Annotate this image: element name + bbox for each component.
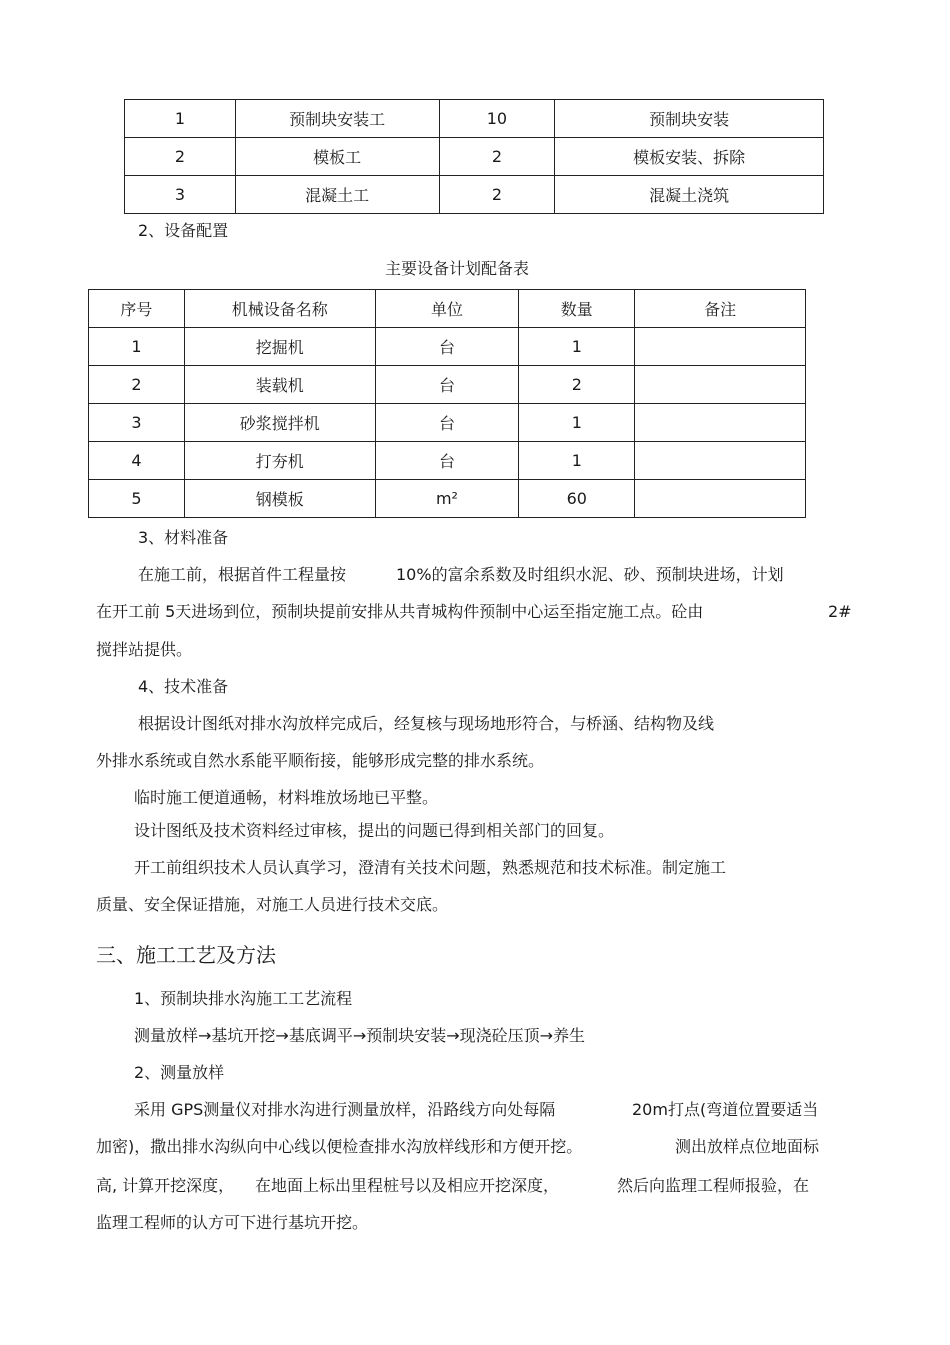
table-cell (635, 480, 806, 518)
table-cell: 台 (375, 404, 519, 442)
table-cell (635, 442, 806, 480)
table-cell: 3 (89, 404, 185, 442)
table-cell: 3 (125, 176, 236, 214)
table-cell: 台 (375, 328, 519, 366)
table-cell: 2 (439, 138, 555, 176)
paragraph-line: 在开工前 5天进场到位，预制块提前安排从共青城构件预制中心运至指定施工点。砼由 (96, 602, 704, 621)
table-cell: 10 (439, 100, 555, 138)
table-row (89, 480, 806, 518)
column-header: 备注 (635, 290, 806, 328)
section-heading-survey: 2、测量放样 (134, 1063, 225, 1082)
paragraph-line: 监理工程师的认方可下进行基坑开挖。 (96, 1213, 369, 1232)
equipment-table (88, 289, 806, 518)
table-cell: 1 (519, 404, 635, 442)
table-row (125, 138, 824, 176)
table-cell: 挖掘机 (184, 328, 375, 366)
table-row (125, 176, 824, 214)
paragraph-line: 开工前组织技术人员认真学习，澄清有关技术问题，熟悉规范和技术标准。制定施工 (134, 858, 727, 877)
section-heading-technical: 4、技术准备 (138, 677, 229, 696)
column-header: 数量 (519, 290, 635, 328)
paragraph-line: 临时施工便道通畅，材料堆放场地已平整。 (134, 788, 439, 807)
section-heading-flow: 1、预制块排水沟施工工艺流程 (134, 989, 353, 1008)
table-row (89, 404, 806, 442)
table-cell: 模板安装、拆除 (555, 138, 824, 176)
paragraph-line: 外排水系统或自然水系能平顺衔接，能够形成完整的排水系统。 (96, 751, 545, 770)
paragraph-line: 测出放样点位地面标 (675, 1137, 820, 1156)
table-cell: 1 (519, 442, 635, 480)
table-cell: m² (375, 480, 519, 518)
paragraph-line: 然后向监理工程师报验，在 (617, 1176, 810, 1195)
paragraph-line: 20m打点(弯道位置要适当 (632, 1100, 819, 1119)
table-cell: 钢模板 (184, 480, 375, 518)
table-cell: 1 (125, 100, 236, 138)
paragraph-line: 采用 GPS测量仪对排水沟进行测量放样，沿路线方向处每隔 (134, 1100, 556, 1119)
table-cell: 混凝土浇筑 (555, 176, 824, 214)
table-cell: 2 (125, 138, 236, 176)
chapter-heading: 三、施工工艺及方法 (96, 943, 276, 967)
table-cell: 台 (375, 366, 519, 404)
paragraph-line: 在施工前，根据首件工程量按 (138, 565, 347, 584)
table-title: 主要设备计划配备表 (385, 259, 530, 278)
table-row (89, 366, 806, 404)
table-cell: 4 (89, 442, 185, 480)
table-cell: 装载机 (184, 366, 375, 404)
table-cell: 2 (519, 366, 635, 404)
process-flow-text: 测量放样→基坑开挖→基底调平→预制块安装→现浇砼压顶→养生 (134, 1026, 586, 1045)
paragraph-line: 加密)，撒出排水沟纵向中心线以便检查排水沟放样线形和方便开挖。 (96, 1137, 583, 1156)
table-cell: 1 (89, 328, 185, 366)
paragraph-line: 2# (828, 602, 852, 621)
section-heading-materials: 3、材料准备 (138, 528, 229, 547)
section-heading-equipment: 2、设备配置 (138, 221, 229, 240)
table-cell (635, 328, 806, 366)
paragraph-line: 在地面上标出里程桩号以及相应开挖深度， (255, 1176, 560, 1195)
table-cell: 砂浆搅拌机 (184, 404, 375, 442)
table-cell: 60 (519, 480, 635, 518)
table-cell: 2 (89, 366, 185, 404)
table-cell: 台 (375, 442, 519, 480)
table-row (89, 328, 806, 366)
paragraph-line: 搅拌站提供。 (96, 640, 193, 659)
table-cell: 打夯机 (184, 442, 375, 480)
paragraph-line: 10%的富余系数及时组织水泥、砂、预制块进场，计划 (396, 565, 784, 584)
column-header: 序号 (89, 290, 185, 328)
table-cell: 预制块安装 (555, 100, 824, 138)
staff-table (124, 99, 824, 214)
paragraph-line: 高, 计算开挖深度， (96, 1176, 235, 1195)
table-cell: 模板工 (235, 138, 439, 176)
table-row (125, 100, 824, 138)
table-cell (635, 404, 806, 442)
column-header: 机械设备名称 (184, 290, 375, 328)
paragraph-line: 根据设计图纸对排水沟放样完成后，经复核与现场地形符合，与桥涵、结构物及线 (138, 714, 715, 733)
table-cell (635, 366, 806, 404)
table-cell: 5 (89, 480, 185, 518)
table-cell: 预制块安装工 (235, 100, 439, 138)
table-cell: 2 (439, 176, 555, 214)
table-row (89, 442, 806, 480)
table-cell: 混凝土工 (235, 176, 439, 214)
table-header-row (89, 290, 806, 328)
paragraph-line: 设计图纸及技术资料经过审核，提出的问题已得到相关部门的回复。 (134, 821, 615, 840)
column-header: 单位 (375, 290, 519, 328)
table-cell: 1 (519, 328, 635, 366)
paragraph-line: 质量、安全保证措施，对施工人员进行技术交底。 (96, 895, 449, 914)
